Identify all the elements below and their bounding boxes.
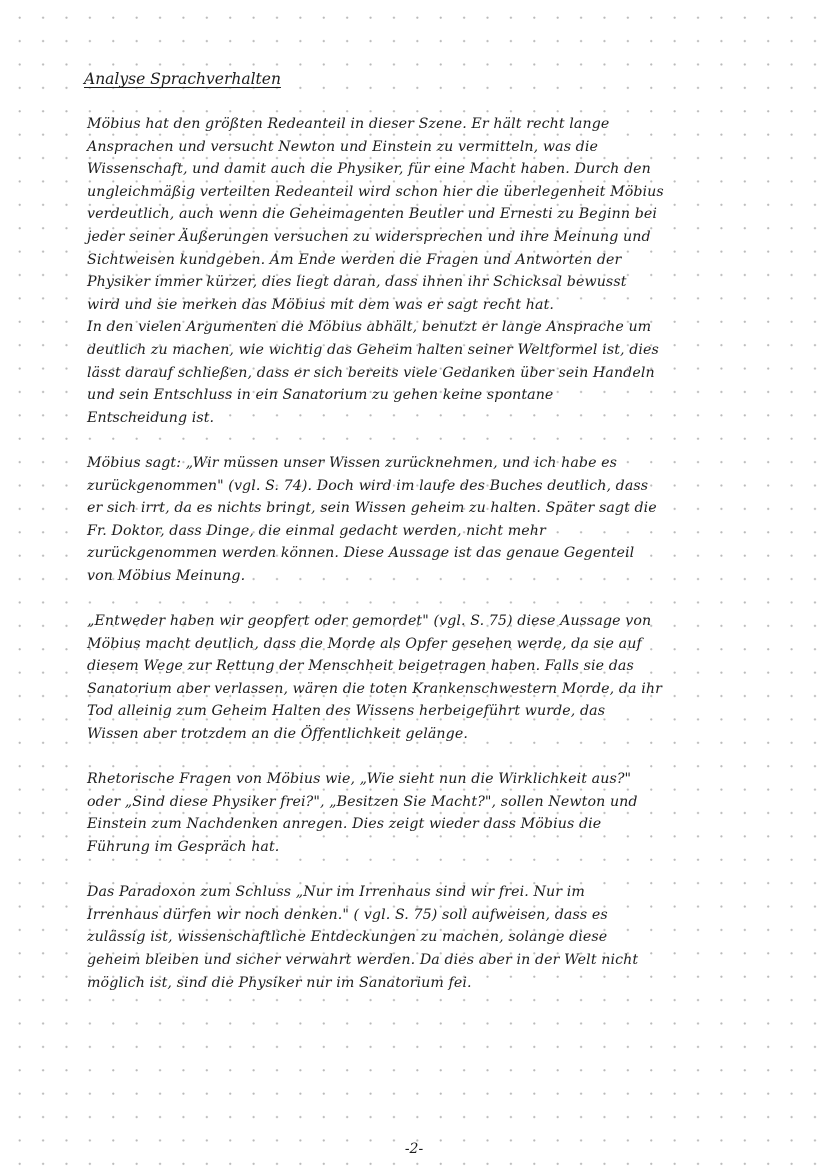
text-line: möglich ist, sind die Physiker nur im Sanatorium fei. — [87, 974, 472, 991]
text-line: er sich irrt, da es nichts bringt, sein Wissen geheim zu halten. Später sagt die — [87, 500, 657, 517]
text-line: diesem Wege zur Rettung der Menschheit beigetragen haben. Falls sie das — [87, 658, 634, 675]
text-line: Tod alleinig zum Geheim Halten des Wissens herbeigeführt wurde, das — [87, 703, 606, 720]
text-line: oder „Sind diese Physiker frei?", „Besitzen Sie Macht?", sollen Newton und — [87, 793, 638, 810]
text-line: Möbius macht deutlich, dass die Morde als Opfer gesehen werde, da sie auf — [87, 635, 642, 652]
document-body — [87, 113, 727, 1017]
text-line: zulässig ist, wissenschaftliche Entdeckungen zu machen, solange diese — [87, 929, 608, 946]
paragraph — [87, 768, 727, 858]
text-line: zurückgenommen werden können. Diese Aussage ist das genaue Gegenteil — [87, 545, 635, 562]
text-line: Fr. Doktor, dass Dinge, die einmal gedacht werden, nicht mehr — [87, 522, 546, 539]
text-line: Wissenschaft, und damit auch die Physiker, für eine Macht haben. Durch den — [87, 161, 651, 178]
text-line: „Entweder haben wir geopfert oder gemordet" (vgl. S. 75) diese Aussage von — [87, 613, 652, 630]
paragraph — [87, 113, 727, 429]
text-line: Ansprachen und versucht Newton und Einstein zu vermitteln, was die — [87, 138, 598, 155]
paragraph — [87, 881, 727, 994]
text-line: Rhetorische Fragen von Möbius wie, „Wie sieht nun die Wirklichkeit aus?" — [87, 771, 632, 788]
text-line: jeder seiner Äußerungen versuchen zu widersprechen und ihre Meinung und — [87, 228, 651, 245]
text-line: Sanatorium aber verlassen, wären die toten Krankenschwestern Morde, da ihr — [87, 680, 662, 697]
text-line: verdeutlich, auch wenn die Geheimagenten Beutler und Ernesti zu Beginn bei — [87, 206, 658, 223]
text-line: wird und sie merken das Möbius mit dem was er sagt recht hat. — [87, 296, 554, 313]
text-line: deutlich zu machen, wie wichtig das Geheim halten seiner Weltformel ist, dies — [87, 341, 659, 358]
text-line: und sein Entschluss in ein Sanatorium zu gehen keine spontane — [87, 387, 554, 404]
page-number: -2- — [404, 1141, 424, 1157]
text-line: Führung im Gespräch hat. — [87, 839, 280, 855]
text-line: Physiker immer kürzer, dies liegt daran, dass ihnen ihr Schicksal bewusst — [87, 274, 627, 291]
text-line: Entscheidung ist. — [87, 409, 215, 426]
text-line: von Möbius Meinung. — [87, 567, 246, 584]
paragraph — [87, 452, 727, 588]
text-line: Wissen aber trotzdem an die Öffentlichkeit gelänge. — [87, 726, 468, 743]
page-title: Analyse Sprachverhalten — [84, 70, 281, 88]
text-line: Irrenhaus dürfen wir noch denken." ( vgl. S. 75) soll aufweisen, dass es — [87, 906, 608, 923]
text-line: Das Paradoxon zum Schluss „Nur im Irrenhaus sind wir frei. Nur im — [87, 884, 585, 901]
text-line: geheim bleiben und sicher verwahrt werden. Da dies aber in der Welt nicht — [87, 951, 639, 968]
text-line: ungleichmäßig verteilten Redeanteil wird schon hier die überlegenheit Möbius — [87, 183, 664, 200]
text-line: Möbius hat den größten Redeanteil in dieser Szene. Er hält recht lange — [87, 116, 610, 132]
text-line: Einstein zum Nachdenken anregen. Dies zeigt wieder dass Möbius die — [87, 816, 602, 833]
text-line: zurückgenommen" (vgl. S. 74). Doch wird im laufe des Buches deutlich, dass — [87, 477, 649, 494]
text-line: Sichtweisen kundgeben. Am Ende werden die Fragen und Antworten der — [87, 251, 622, 268]
text-line: lässt darauf schließen, dass er sich bereits viele Gedanken über sein Handeln — [87, 364, 655, 381]
paragraph — [87, 610, 727, 746]
text-line: Möbius sagt: „Wir müssen unser Wissen zurücknehmen, und ich habe es — [87, 454, 618, 471]
text-line: In den vielen Argumenten die Möbius abhält, benutzt er lange Ansprache um — [87, 319, 652, 336]
